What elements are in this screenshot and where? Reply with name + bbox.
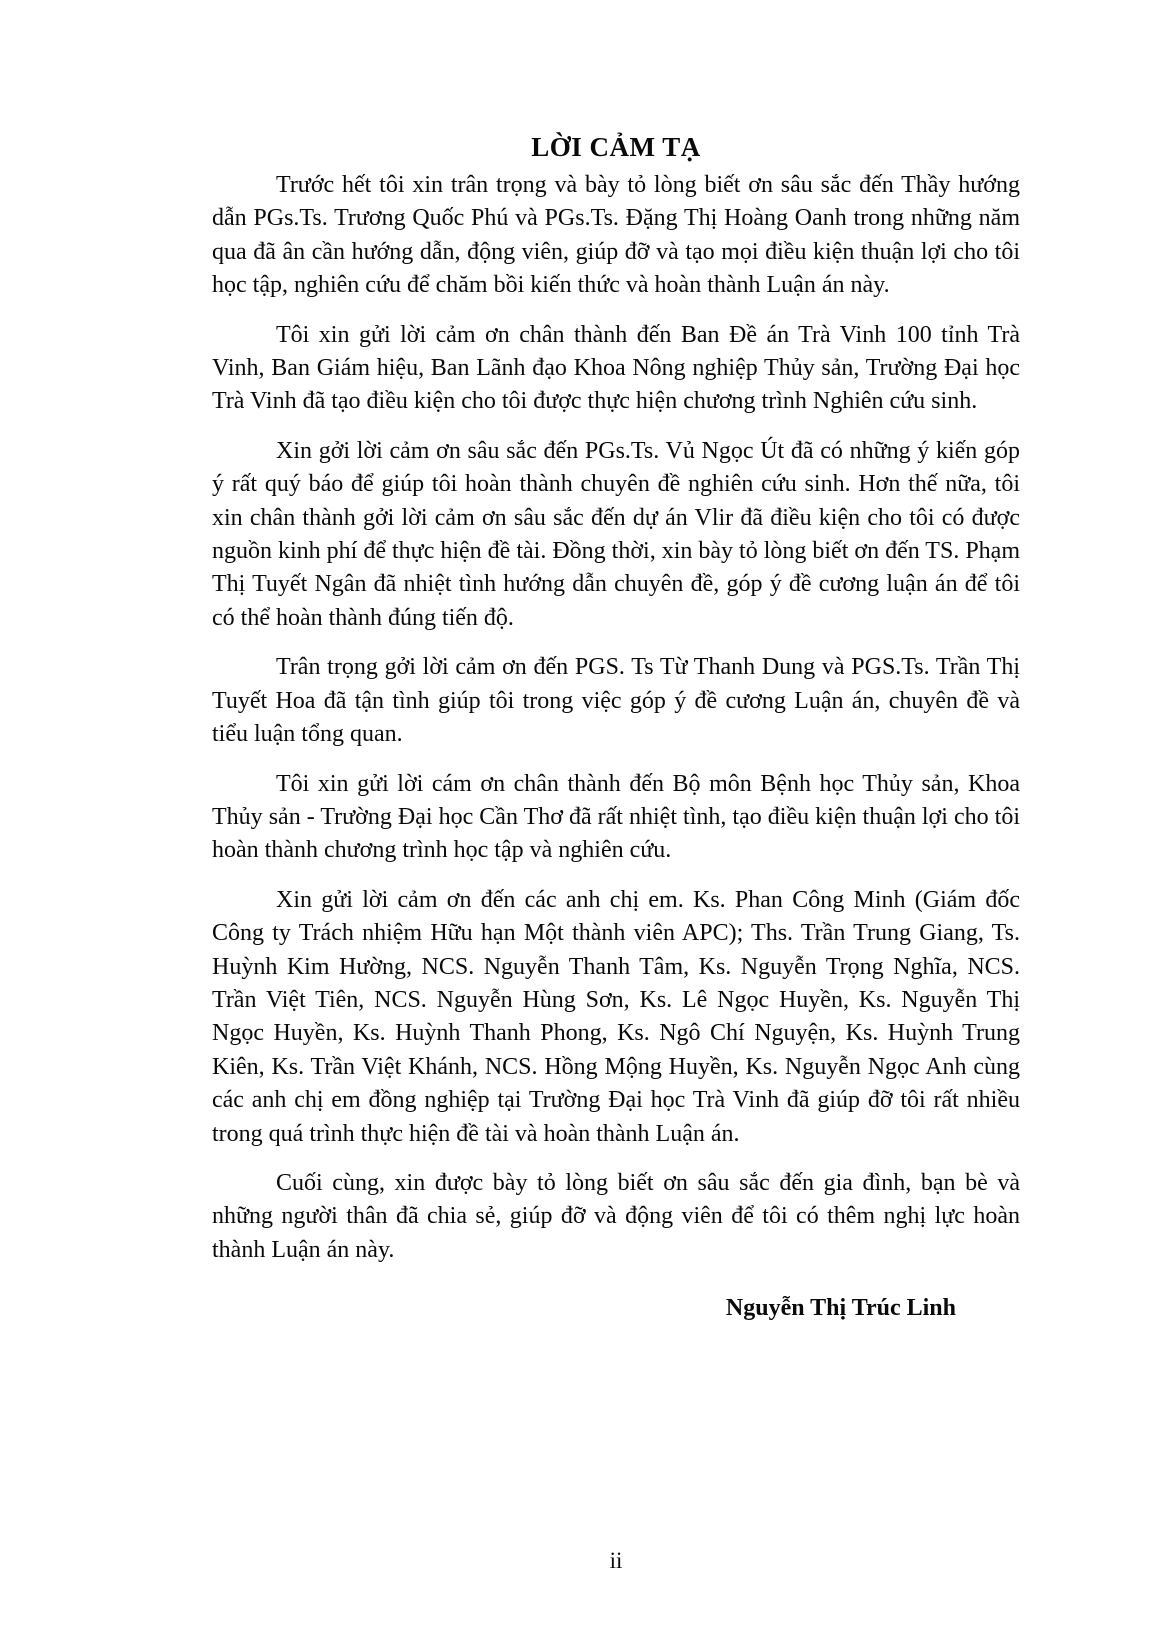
page-number: ii bbox=[609, 1548, 623, 1573]
paragraph-acknowledgment-department: Tôi xin gửi lời cám ơn chân thành đến Bộ môn Bệnh học Thủy sản, Khoa Thủy sản - Trường Đại học Cần Thơ đã rất nhiệt tình, tạo điều kiện thuận lợi cho tôi hoàn thành chương trình học tập và nghiên cứu. bbox=[212, 770, 1020, 864]
page-title: LỜI CẢM TẠ bbox=[531, 132, 701, 162]
paragraph-acknowledgment-family: Cuối cùng, xin được bày tỏ lòng biết ơn sâu sắc đến gia đình, bạn bè và những người thân đã chia sẻ, giúp đỡ và động viên để tôi có thêm nghị lực hoàn thành Luận án này. bbox=[212, 1169, 1020, 1263]
paragraph-acknowledgment-reviewers-funding: Xin gởi lời cảm ơn sâu sắc đến PGs.Ts. Vủ Ngọc Út đã có những ý kiến góp ý rất quý báo để giúp tôi hoàn thành chuyên đề nghiên cứu sinh. Hơn thế nữa, tôi xin chân thành gởi lời cảm ơn sâu sắc đến dự án Vlir đã điều kiện cho tôi có được nguồn kinh phí để thực hiện đề tài. Đồng thời, xin bày tỏ lòng biết ơn đến TS. Phạm Thị Tuyết Ngân đã nhiệt tình hướng dẫn chuyên đề, góp ý đề cương luận án để tôi có thể hoàn thành đúng tiến độ. bbox=[212, 437, 1020, 631]
paragraph-acknowledgment-committee: Trân trọng gởi lời cảm ơn đến PGS. Ts Từ Thanh Dung và PGS.Ts. Trần Thị Tuyết Hoa đã tận tình giúp tôi trong việc góp ý đề cương Luận án, chuyên đề và tiểu luận tổng quan. bbox=[212, 654, 1020, 748]
signature-name: Nguyễn Thị Trúc Linh bbox=[725, 1295, 956, 1322]
paragraph-acknowledgment-colleagues: Xin gửi lời cảm ơn đến các anh chị em. Ks. Phan Công Minh (Giám đốc Công ty Trách nhiệm Hữu hạn Một thành viên APC); Ths. Trần Trung Giang, Ts. Huỳnh Kim Hường, NCS. Nguyễn Thanh Tâm, Ks. Nguyễn Trọng Nghĩa, NCS. Trần Việt Tiên, NCS. Nguyễn Hùng Sơn, Ks. Lê Ngọc Huyền, Ks. Nguyễn Thị Ngọc Huyền, Ks. Huỳnh Thanh Phong, Ks. Ngô Chí Nguyện, Ks. Huỳnh Trung Kiên, Ks. Trần Việt Khánh, NCS. Hồng Mộng Huyền, Ks. Nguyễn Ngọc Anh cùng các anh chị em đồng nghiệp tại Trường Đại học Trà Vinh đã giúp đỡ tôi rất nhiều trong quá trình thực hiện đề tài và hoàn thành Luận án. bbox=[212, 886, 1020, 1147]
paragraph-acknowledgment-travinh-project: Tôi xin gửi lời cảm ơn chân thành đến Ban Đề án Trà Vinh 100 tỉnh Trà Vinh, Ban Giám hiệu, Ban Lãnh đạo Khoa Nông nghiệp Thủy sản, Trường Đại học Trà Vinh đã tạo điều kiện cho tôi được thực hiện chương trình Nghiên cứu sinh. bbox=[212, 321, 1020, 415]
document-content bbox=[212, 128, 1020, 1325]
paragraph-acknowledgment-advisors: Trước hết tôi xin trân trọng và bày tỏ lòng biết ơn sâu sắc đến Thầy hướng dẫn PGs.Ts. Trương Quốc Phú và PGs.Ts. Đặng Thị Hoàng Oanh trong những năm qua đã ân cần hướng dẫn, động viên, giúp đỡ và tạo mọi điều kiện thuận lợi cho tôi học tập, nghiên cứu để chăm bồi kiến thức và hoàn thành Luận án này. bbox=[212, 172, 1020, 299]
